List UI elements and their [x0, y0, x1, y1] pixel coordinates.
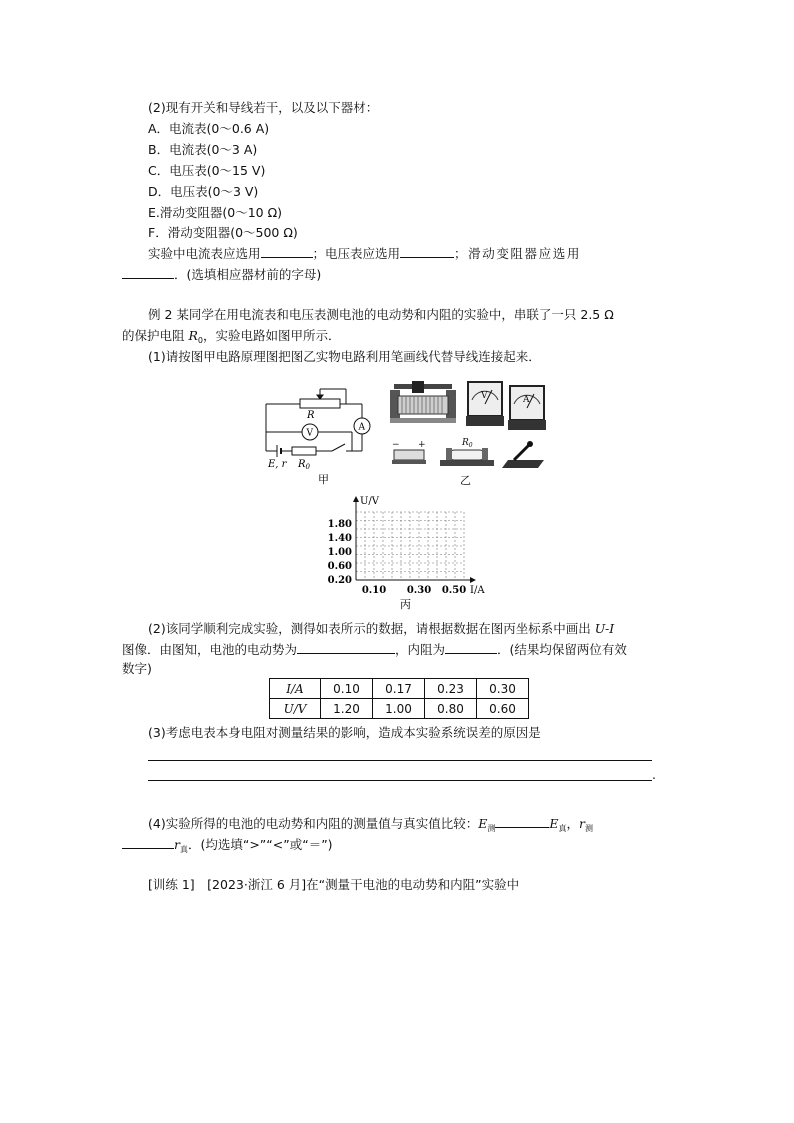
- r0-subscript: 0: [197, 336, 203, 345]
- x-tick-label: 0.10: [361, 585, 387, 596]
- ammeter-image: [508, 386, 546, 430]
- question-4-tail: ．(均选填“>”“<”或“＝”): [187, 837, 333, 852]
- example2-line2-start: 的保护电阻: [122, 328, 189, 343]
- ammeter-symbol-label: A: [358, 422, 365, 433]
- apparatus-photo-yi: [388, 376, 548, 488]
- table-cell: 0.17: [373, 679, 425, 699]
- x-axis-label: I/A: [470, 585, 485, 596]
- answer-blank-resistance-compare[interactable]: [122, 836, 174, 849]
- resistance-symbol: r: [174, 837, 180, 852]
- question-rheostat-text: ；滑动变阻器应选用: [454, 246, 581, 261]
- question-selection-tail: ．(选填相应器材前的字母): [174, 267, 322, 282]
- equipment-item-b: B．电流表(0～3 A): [148, 142, 258, 157]
- y-tick-label: 1.40: [327, 533, 352, 544]
- switch-image: [502, 441, 544, 468]
- battery-image: [392, 440, 426, 464]
- label-emf: E, r: [268, 459, 287, 470]
- label-r0: $R_0$: [298, 459, 310, 471]
- emf-symbol: E: [478, 816, 488, 831]
- training-heading: [训练 1] [2023·浙江 6 月]在“测量干电池的电动势和内阻”实验中: [148, 877, 520, 892]
- circuit-diagram-jia: [260, 384, 372, 486]
- question-2-line1: [148, 620, 614, 638]
- table-cell: 0.30: [477, 679, 529, 699]
- answer-line-end-mark: .: [652, 767, 656, 782]
- example2-line2: [122, 327, 341, 350]
- r0-symbol: R: [188, 328, 198, 343]
- resistor-r0-image: [440, 438, 494, 466]
- question-selection-line2: [122, 266, 321, 284]
- voltmeter-image: [466, 382, 504, 426]
- table-row-label: I/A: [270, 679, 321, 699]
- question-2-line1-text: (2)该同学顺利完成实验，测得如表所示的数据，请根据数据在图丙坐标系中画出: [148, 621, 595, 636]
- question-2-emf-text: 图像．由图知，电池的电动势为: [122, 642, 298, 657]
- table-cell: 0.10: [321, 679, 373, 699]
- answer-blank-voltmeter[interactable]: [400, 245, 454, 258]
- caption-bing: 丙: [400, 598, 411, 611]
- ammeter-face-label: A: [523, 395, 530, 405]
- data-table: [269, 678, 529, 719]
- answer-blank-rheostat[interactable]: [122, 266, 174, 279]
- table-row-label: U/V: [270, 699, 321, 719]
- question-2-precision-text: ．(结果均保留两位有效: [497, 642, 627, 657]
- question-1: (1)请按图甲电路原理图把图乙实物电路利用笔画线代替导线连接起来．: [148, 349, 541, 364]
- example2-line2-end: ，实验电路如图甲所示．: [203, 328, 341, 343]
- rheostat-image: [390, 381, 456, 423]
- emf-symbol: E: [549, 816, 559, 831]
- question-4-text: (4)实验所得的电池的电动势和内阻的测量值与真实值比较：: [148, 816, 479, 831]
- question-3: (3)考虑电表本身电阻对测量结果的影响，造成本实验系统误差的原因是: [148, 725, 541, 740]
- table-row: [270, 679, 529, 699]
- answer-blank-emf[interactable]: [297, 641, 395, 654]
- answer-line-3b[interactable]: [148, 780, 652, 781]
- equipment-item-c: C．电压表(0～15 V): [148, 163, 266, 178]
- answer-blank-internal-resistance[interactable]: [445, 641, 497, 654]
- question-2-line3: 数字): [122, 661, 152, 676]
- question-4-line2: [122, 836, 333, 859]
- label-r: R: [307, 410, 315, 421]
- ui-graph-term: U-I: [594, 621, 615, 636]
- y-tick-label: 1.00: [327, 547, 352, 558]
- question-4-line1: (4)实验所得的电池的电动势和内阻的测量值与真实值比较：$E_测$ $E_真$，$r_测$: [148, 816, 593, 833]
- battery-plus: +: [418, 440, 426, 450]
- table-cell: 0.80: [425, 699, 477, 719]
- table-cell: 1.20: [321, 699, 373, 719]
- x-tick-label: 0.30: [406, 585, 432, 596]
- x-axis-arrow: [470, 577, 476, 583]
- table-cell: 1.00: [373, 699, 425, 719]
- resistance-symbol: r: [578, 816, 585, 831]
- question-2-line2: [122, 641, 627, 659]
- caption-jia: 甲: [318, 473, 329, 486]
- subscript-true: 真: [558, 824, 567, 833]
- question-voltmeter-text: ；电压表应选用: [312, 246, 401, 261]
- y-tick-label: 0.20: [327, 575, 352, 586]
- part2-intro: (2)现有开关和导线若干，以及以下器材：: [148, 100, 379, 115]
- subscript-measured: 测: [487, 824, 496, 833]
- y-axis-arrow: [353, 496, 359, 502]
- table-row: [270, 699, 529, 719]
- x-tick-label: 0.50: [441, 585, 467, 596]
- equipment-item-d: D．电压表(0～3 V): [148, 184, 259, 199]
- voltmeter-symbol-label: V: [306, 428, 313, 439]
- example2-line1: 例 2 某同学在用电流表和电压表测电池的电动势和内阻的实验中，串联了一只 2.5 Ω: [148, 307, 614, 322]
- question-selection-line: [148, 245, 581, 263]
- r0-label: $R_0$: [462, 438, 473, 449]
- voltmeter-face-label: V: [481, 391, 488, 401]
- y-axis-label: U/V: [360, 496, 380, 507]
- subscript-measured: 测: [584, 824, 593, 833]
- answer-line-3a[interactable]: [148, 760, 652, 761]
- table-cell: 0.23: [425, 679, 477, 699]
- subscript-true: 真: [179, 845, 188, 854]
- question-ammeter-text: 实验中电流表应选用: [148, 246, 261, 261]
- y-tick-label: 0.60: [327, 561, 352, 572]
- answer-blank-ammeter[interactable]: [261, 245, 313, 258]
- battery-minus: −: [392, 440, 400, 450]
- equipment-item-a: A．电流表(0～0.6 A): [148, 121, 270, 136]
- equipment-item-f: F．滑动变阻器(0～500 Ω): [148, 225, 298, 240]
- question-2-resistance-text: ，内阻为: [395, 642, 446, 657]
- y-tick-label: 1.80: [327, 519, 352, 530]
- ui-graph-bing: [320, 494, 510, 612]
- answer-blank-emf-compare[interactable]: [495, 815, 549, 828]
- table-cell: 0.60: [477, 699, 529, 719]
- caption-yi: 乙: [460, 474, 471, 487]
- equipment-item-e: E.滑动变阻器(0～10 Ω): [148, 205, 283, 220]
